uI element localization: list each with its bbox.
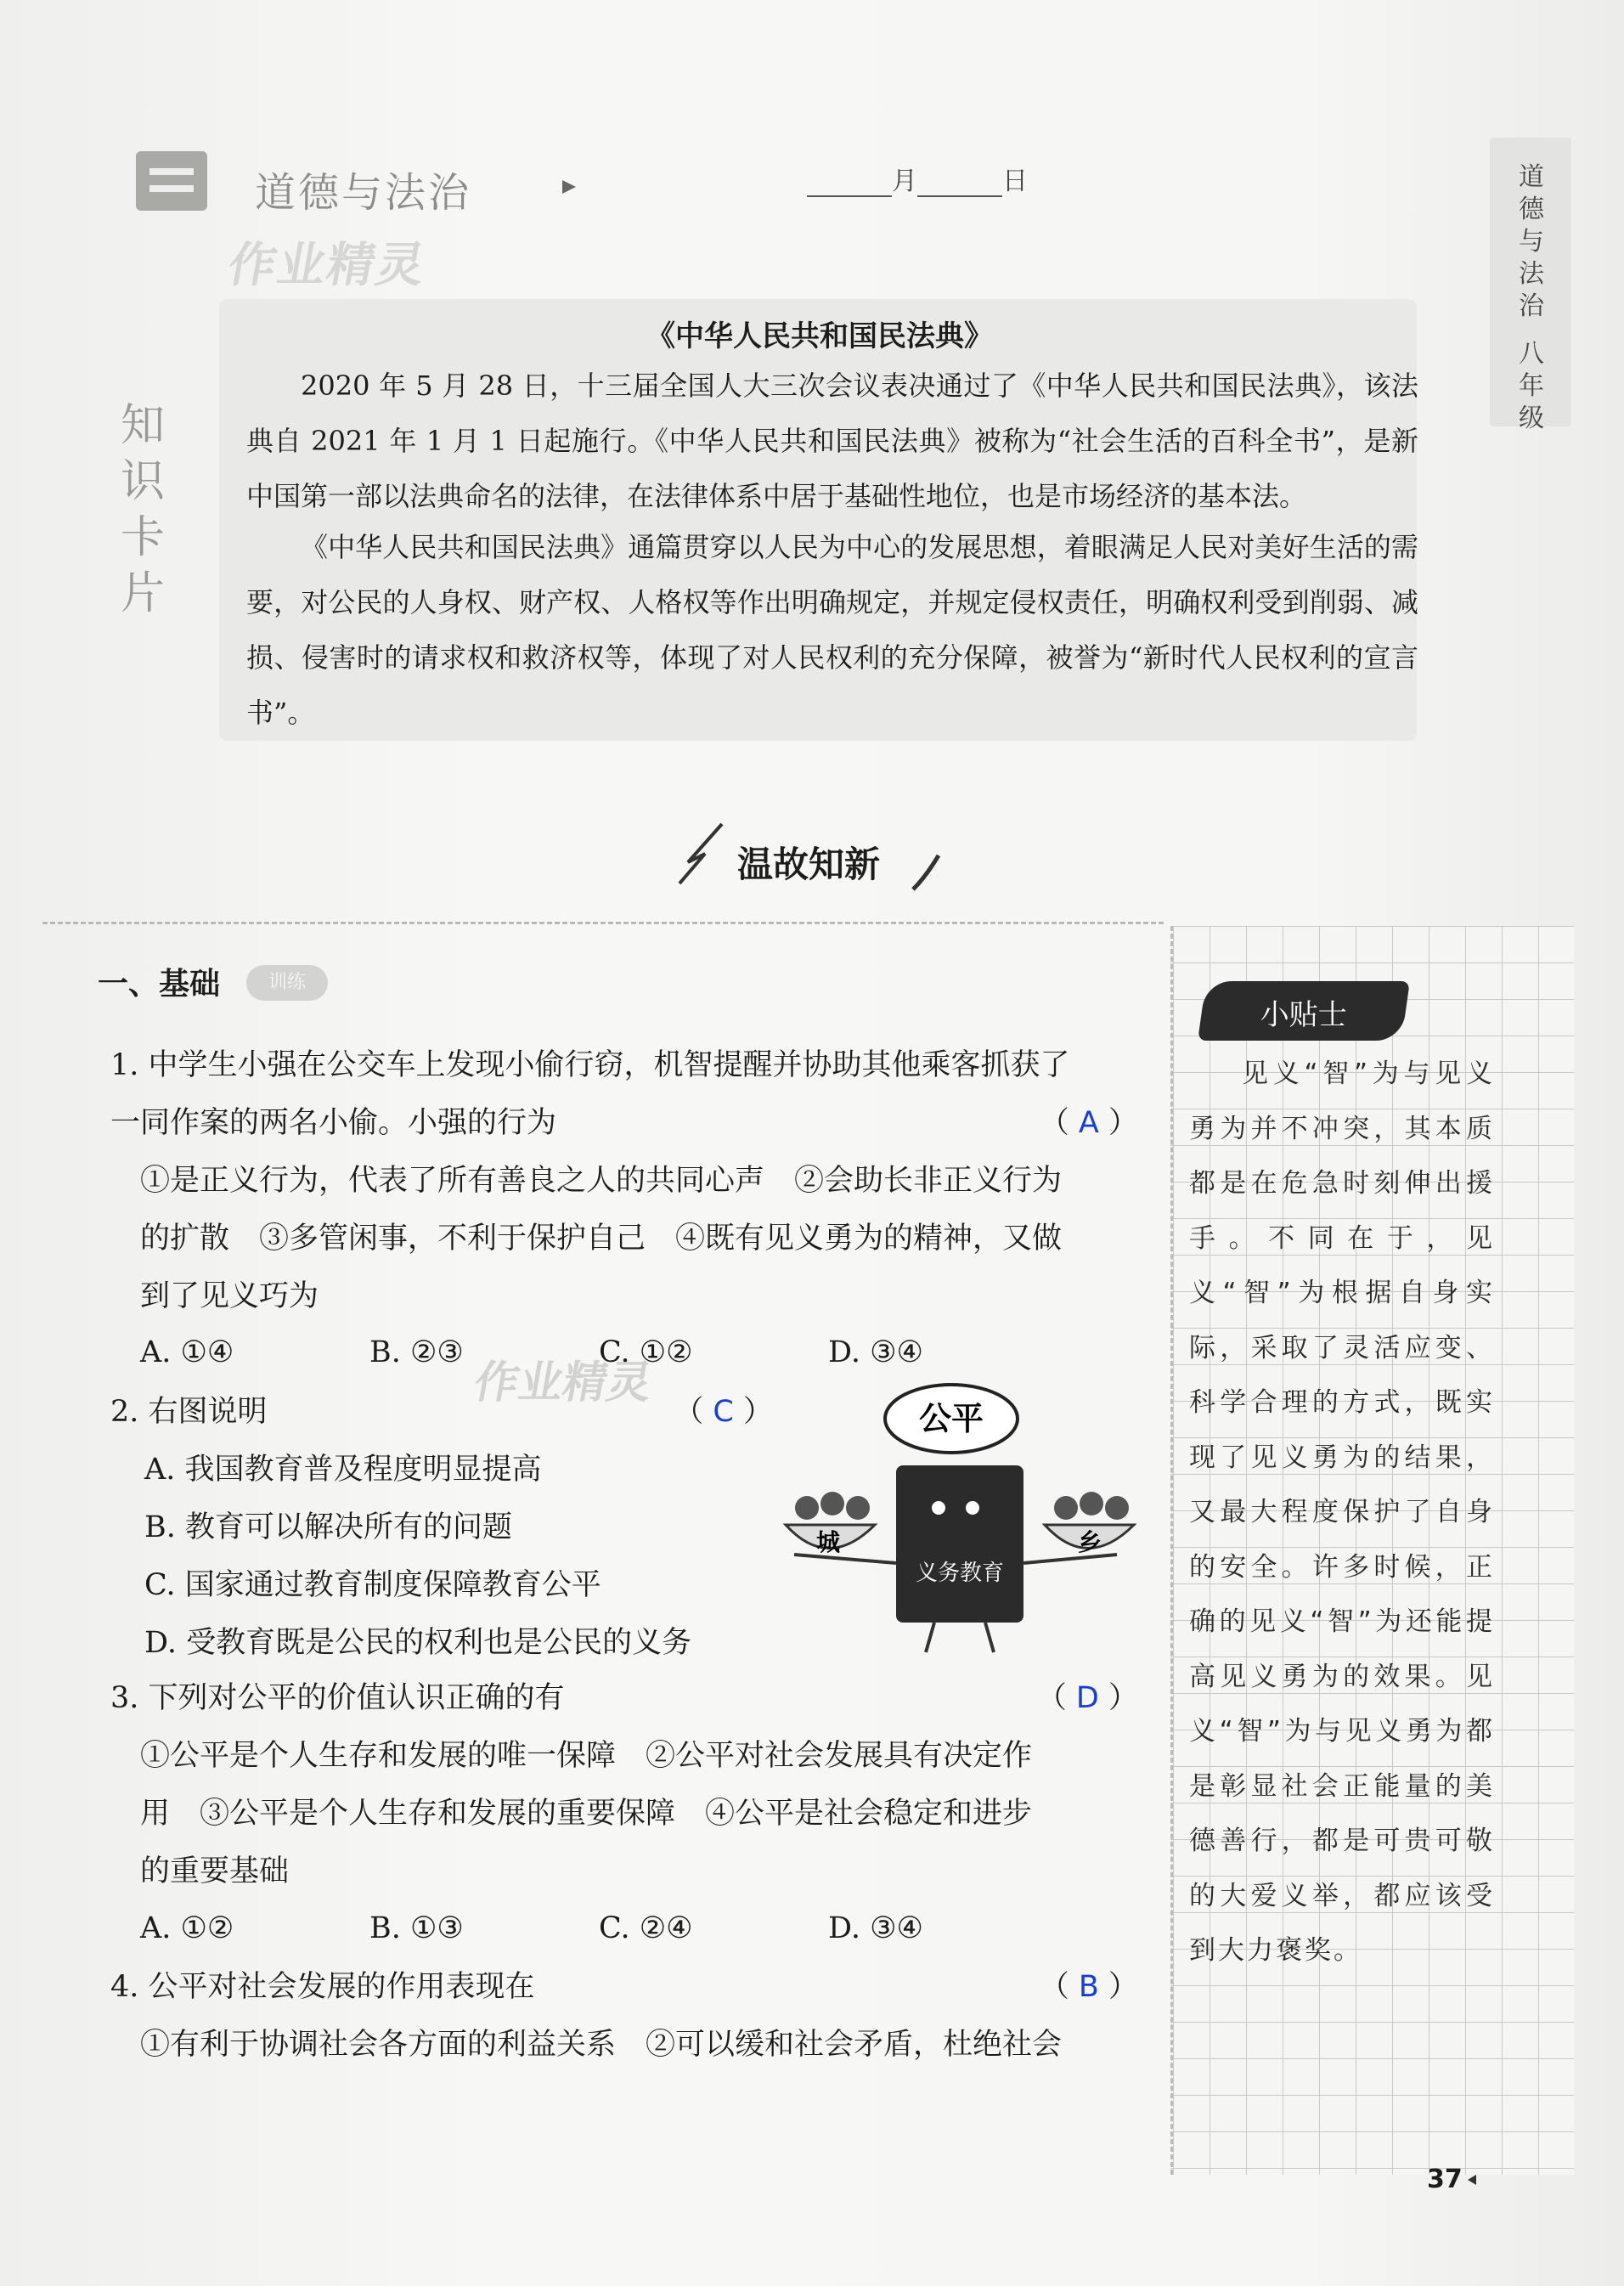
left-bowl-label: 城 bbox=[815, 1528, 841, 1556]
triangle-pointer-icon bbox=[562, 180, 576, 194]
tips-badge-label: 小贴士 bbox=[1260, 998, 1347, 1032]
brush-stroke-right-icon bbox=[909, 851, 943, 894]
book-leg-left bbox=[926, 1623, 934, 1652]
education-fairness-cartoon bbox=[769, 1380, 1142, 1661]
right-bowl-label: 乡 bbox=[1077, 1528, 1102, 1556]
question-3-line-3: 用 ③公平是个人生存和发展的重要保障 ④公平是社会稳定和进步 bbox=[140, 1797, 1033, 1831]
question-2-stem-line bbox=[110, 1383, 773, 1441]
date-fill-line bbox=[807, 160, 1028, 197]
question-3-options bbox=[140, 1911, 1117, 1945]
question-1-line-5: 到了见义巧为 bbox=[140, 1279, 319, 1313]
child-head bbox=[1105, 1496, 1129, 1520]
question-1-stem-cont: 一同作案的两名小偷。小强的行为 bbox=[110, 1106, 557, 1140]
question-4-stem-line bbox=[110, 1958, 1138, 2016]
answer-C: C bbox=[713, 1395, 734, 1429]
review-section-title: 温故知新 bbox=[737, 844, 881, 885]
day-label: 日 bbox=[1002, 167, 1028, 196]
side-tab-subject: 道德与法治 bbox=[1519, 162, 1544, 321]
question-1-stem: 1. 中学生小强在公交车上发现小偷行窃，机智提醒并协助其他乘客抓获了 bbox=[110, 1048, 1070, 1082]
month-label: 月 bbox=[892, 167, 917, 196]
answer-B: B bbox=[1078, 1970, 1099, 2004]
question-2-option-b: B. 教育可以解决所有的问题 bbox=[144, 1510, 512, 1544]
child-head bbox=[1080, 1492, 1103, 1516]
watermark-logo: 作业精灵 bbox=[223, 238, 431, 293]
answer-D: D bbox=[1075, 1681, 1099, 1715]
book-eye-left bbox=[932, 1501, 945, 1515]
question-1-answer: （ A ） bbox=[1039, 1106, 1138, 1140]
question-4-stem: 4. 公平对社会发展的作用表现在 bbox=[110, 1970, 535, 2004]
question-2-answer: （ C ） bbox=[674, 1395, 773, 1429]
question-2-option-c: C. 国家通过教育制度保障教育公平 bbox=[144, 1568, 601, 1602]
knowledge-card-title: 《中华人民共和国民法典》 bbox=[646, 319, 993, 353]
tips-badge bbox=[1198, 981, 1410, 1041]
side-tab-grade: 八年级 bbox=[1519, 339, 1544, 433]
tips-text: 见义“智”为与见义勇为并不冲突，其本质都是在危急时刻伸出援手。不同在于，见义“智”为根据自身实际，采取了灵活应变、科学合理的方式，既实现了见义勇为的结果，又最大程度保护了自身的安全。许多时候，正确的见义“智”为还能提高见义勇为的效果。见义“智”为与见义勇为都是彰显社会正能量的美德善行，都是可贵可敬的大爱义举，都应该受到大力褒奖。 bbox=[1189, 1058, 1495, 1966]
child-head bbox=[846, 1496, 870, 1520]
page-arrow-icon bbox=[1468, 2175, 1476, 2185]
option-a: A. ①② bbox=[140, 1911, 234, 1945]
question-2-option-d: D. 受教育既是公民的权利也是公民的义务 bbox=[144, 1626, 692, 1660]
watermark-logo-mid: 作业精灵 bbox=[470, 1357, 657, 1408]
option-b: B. ②③ bbox=[369, 1335, 464, 1369]
child-head bbox=[820, 1492, 844, 1516]
option-c: C. ①② bbox=[599, 1335, 693, 1369]
question-4-line-2: ①有利于协调社会各方面的利益关系 ②可以缓和社会矛盾，杜绝社会 bbox=[140, 2028, 1063, 2062]
book-body bbox=[896, 1465, 1023, 1623]
question-3-line-2: ①公平是个人生存和发展的唯一保障 ②公平对社会发展具有决定作 bbox=[140, 1739, 1033, 1773]
brush-stroke-left-icon bbox=[671, 820, 730, 888]
question-4-answer: （ B ） bbox=[1039, 1970, 1138, 2004]
option-c: C. ②④ bbox=[599, 1911, 693, 1945]
answer-A: A bbox=[1078, 1106, 1099, 1140]
child-head bbox=[795, 1496, 819, 1520]
question-1-line-1 bbox=[110, 1036, 1138, 1094]
question-1-line-2 bbox=[110, 1094, 1138, 1152]
bubble-text: 公平 bbox=[918, 1400, 984, 1437]
month-blank bbox=[807, 170, 892, 197]
section-divider bbox=[42, 922, 1164, 924]
question-3-stem-line bbox=[110, 1669, 1138, 1727]
book-logo-icon bbox=[136, 151, 207, 211]
day-blank bbox=[917, 170, 1002, 197]
part-heading: 一、基础 bbox=[98, 967, 221, 1002]
side-tab bbox=[1490, 138, 1571, 433]
question-3-line-4: 的重要基础 bbox=[140, 1854, 290, 1888]
side-tab-text bbox=[1519, 161, 1544, 435]
part-stamp: 训练 bbox=[246, 965, 328, 1001]
left-arm bbox=[794, 1555, 896, 1563]
book-eye-right bbox=[966, 1501, 979, 1515]
question-3-answer: （ D ） bbox=[1036, 1681, 1138, 1715]
knowledge-card-paragraph-1: 2020 年 5 月 28 日，十三届全国人大三次会议表决通过了《中华人民共和国民法典》，该法典自 2021 年 1 月 1 日起施行。《中华人民共和国民法典》被称为“社会生活的百科全书”，是新中国第一部以法典命名的法律，在法律体系中居于基础性地位，也是市场经济的基本法。 bbox=[246, 370, 1418, 512]
knowledge-card-paragraph-2: 《中华人民共和国民法典》通篇贯穿以人民为中心的发展思想，着眼满足人民对美好生活的需要，对公民的人身权、财产权、人格权等作出明确规定，并规定侵权责任，明确权利受到削弱、减损、侵害时的请求权和救济权等，体现了对人民权利的充分保障，被誉为“新时代人民权利的宣言书”。 bbox=[246, 531, 1418, 729]
right-arm bbox=[1023, 1555, 1117, 1563]
knowledge-card-label: 知识卡片 bbox=[120, 400, 165, 619]
page-number: 37 bbox=[1427, 2165, 1463, 2194]
question-1-line-4: 的扩散 ③多管闲事，不利于保护自己 ④既有见义勇为的精神，又做 bbox=[140, 1222, 1063, 1256]
question-2-stem: 2. 右图说明 bbox=[110, 1395, 268, 1429]
question-1-line-3: ①是正义行为，代表了所有善良之人的共同心声 ②会助长非正义行为 bbox=[140, 1164, 1063, 1198]
book-leg-right bbox=[985, 1623, 994, 1652]
child-head bbox=[1054, 1496, 1078, 1520]
option-a: A. ①④ bbox=[140, 1335, 234, 1369]
option-d: D. ③④ bbox=[828, 1911, 923, 1945]
subject-title: 道德与法治 bbox=[255, 169, 472, 217]
question-2-option-a: A. 我国教育普及程度明显提高 bbox=[144, 1453, 542, 1487]
option-d: D. ③④ bbox=[828, 1335, 923, 1369]
option-b: B. ①③ bbox=[369, 1911, 464, 1945]
book-label: 义务教育 bbox=[915, 1561, 1005, 1586]
question-3-stem: 3. 下列对公平的价值认识正确的有 bbox=[110, 1681, 565, 1715]
